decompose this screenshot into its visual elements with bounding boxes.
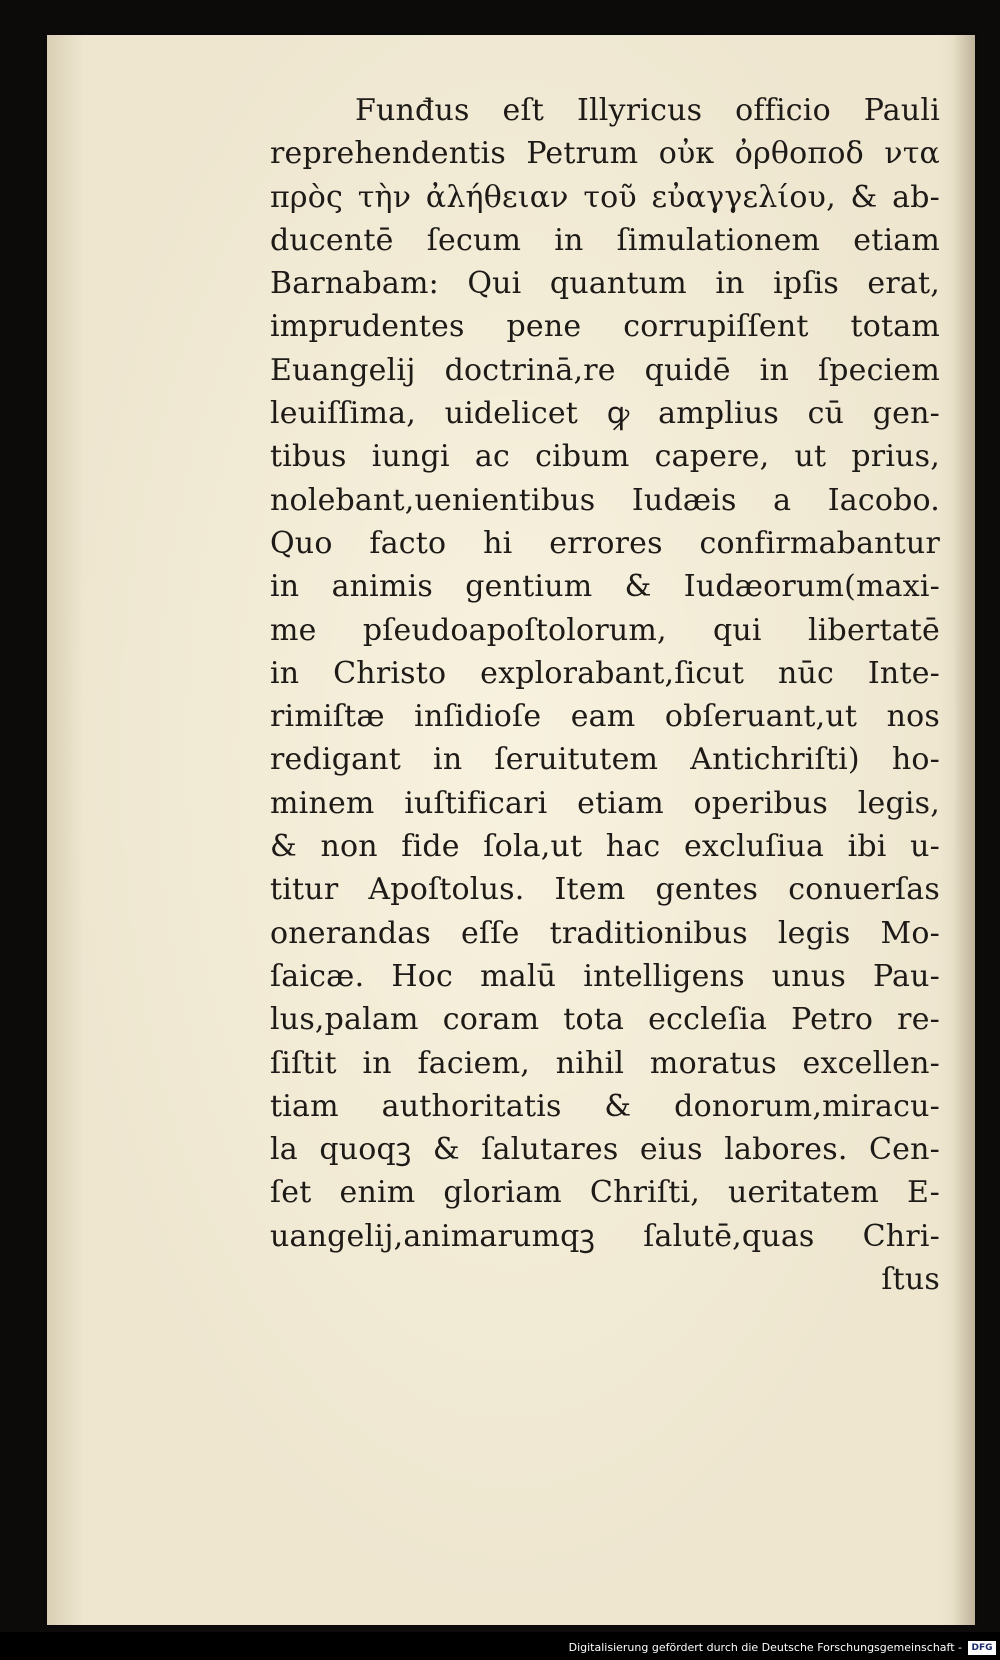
funding-credit: Digitalisierung gefördert durch die Deutsche Forschungsgemeinschaft -: [568, 1641, 962, 1654]
text-line: ſaicæ. Hoc malū intelligens unus Pau-: [270, 958, 940, 994]
text-line: Funđus eſt Illyricus officio Pauli: [355, 93, 940, 128]
text-line: Quo facto hi errores confirmabantur: [270, 525, 940, 561]
text-line: lus,palam coram tota eccleſia Petro re-: [270, 1002, 940, 1038]
text-line: nolebant,uenientibus Iudæis a Iacobo.: [270, 482, 940, 518]
text-line: ſiſtit in faciem, nihil moratus excellen-: [270, 1045, 940, 1081]
text-line: tibus iungi ac cibum capere, ut prius,: [270, 439, 940, 475]
text-line: imprudentes pene corrupiſſent totam: [270, 309, 940, 345]
text-line: πρὸς τὴν ἀλήθειαν τοῦ εὐαγγελίου, & ab-: [270, 179, 940, 215]
text-line: & non fide ſola,ut hac excluſiua ibi u-: [270, 829, 940, 865]
text-line: la quoqꝫ & ſalutares eius labores. Cen-: [270, 1132, 940, 1168]
text-line: redigant in ſeruitutem Antichriſti) ho-: [270, 742, 940, 778]
footer-bar: [0, 1632, 1000, 1660]
page-text-block: [270, 89, 940, 1301]
page-gutter-shadow: [953, 35, 975, 1625]
text-line: titur Apoſtolus. Item gentes conuerſas: [270, 872, 940, 908]
dfg-logo-icon: DFG: [968, 1641, 996, 1655]
text-line: onerandas eſſe traditionibus legis Mo-: [270, 915, 940, 951]
text-line: rimiſtæ inſidioſe eam obſeruant,ut nos: [270, 699, 940, 735]
catchword: ſtus: [881, 1262, 940, 1298]
text-line: uangelij,animarumqꝫ ſalutē,quas Chri-: [270, 1218, 940, 1254]
book-page: [47, 35, 975, 1625]
text-line: Euangelij doctrinā,re quidē in ſpeciem: [270, 352, 940, 388]
text-line: in Christo explorabant,ſicut nūc Inte-: [270, 655, 940, 691]
text-line: minem iuſtificari etiam operibus legis,: [270, 785, 940, 821]
text-line: in animis gentium & Iudæorum(maxi-: [270, 569, 940, 605]
text-line: me pſeudoapoſtolorum, qui libertatē: [270, 612, 940, 648]
text-line: ſet enim gloriam Chriſti, ueritatem E-: [270, 1175, 940, 1211]
text-line: leuiſſima, uidelicet ꝙ amplius cū gen-: [270, 396, 940, 432]
text-line: reprehendentis Petrum οὐκ ὀρθοποδ ντα: [270, 136, 940, 172]
text-line: tiam authoritatis & donorum,miracu-: [270, 1088, 940, 1124]
text-line: Barnabam: Qui quantum in ipſis erat,: [270, 266, 940, 302]
text-line: ducentē ſecum in ſimulationem etiam: [270, 222, 940, 258]
